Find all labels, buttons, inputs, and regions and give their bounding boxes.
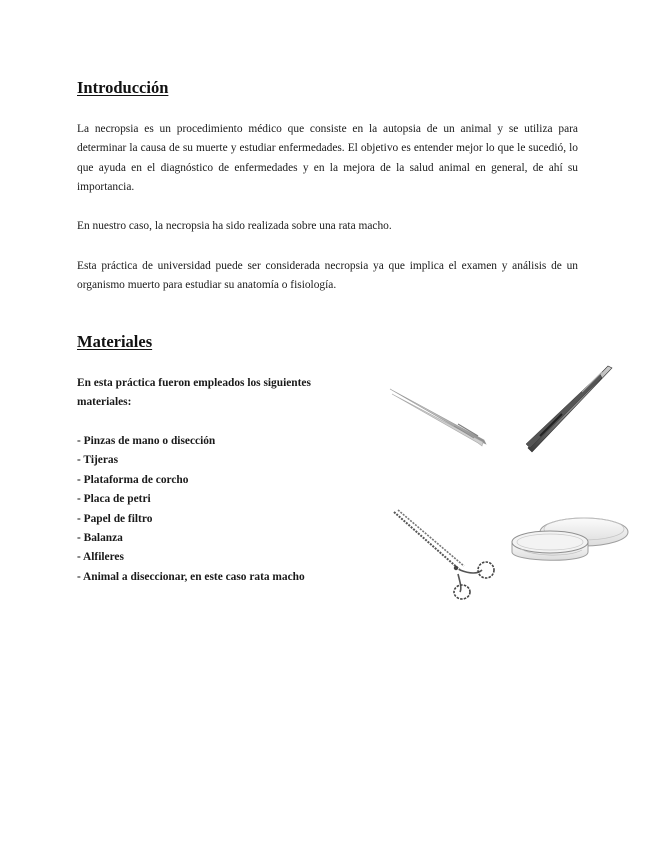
materials-list — [77, 432, 305, 587]
list-item: - Plataforma de corcho — [77, 473, 189, 486]
intro-paragraph-3: Esta práctica de universidad puede ser considerada necropsia ya que implica el examen y análisis de un organismo muerto para estudiar su anatomía o fisiología. — [77, 260, 578, 292]
intro-paragraph-1: La necropsia es un procedimiento médico que consiste en la autopsia de un animal y se utiliza para determinar la causa de su muerte y estudiar enfermedades. El objetivo es entender mejor lo que le sucedió, lo que ayuda en el diagnóstico de enfermedades y en la mejora de la salud animal en general, de ahí su importancia. — [77, 123, 578, 194]
introduction-heading: Introducción — [77, 78, 169, 97]
intro-paragraph-2: En nuestro caso, la necropsia ha sido realizada sobre una rata macho. — [77, 220, 392, 232]
list-item: - Placa de petri — [77, 493, 151, 506]
angled-forceps-icon — [522, 362, 616, 456]
straight-forceps-icon — [388, 380, 490, 450]
materials-heading: Materiales — [77, 332, 153, 351]
petri-dish-icon — [508, 512, 632, 570]
list-item: - Tijeras — [77, 454, 119, 467]
list-item: - Alfileres — [77, 551, 124, 564]
materials-intro: En esta práctica fueron empleados los siguientes materiales: — [77, 377, 311, 409]
surgical-scissors-icon — [390, 508, 498, 600]
list-item: - Papel de filtro — [77, 512, 153, 525]
list-item: - Balanza — [77, 532, 123, 545]
list-item: - Animal a diseccionar, en este caso rata macho — [77, 570, 305, 583]
list-item: - Pinzas de mano o disección — [77, 435, 216, 447]
